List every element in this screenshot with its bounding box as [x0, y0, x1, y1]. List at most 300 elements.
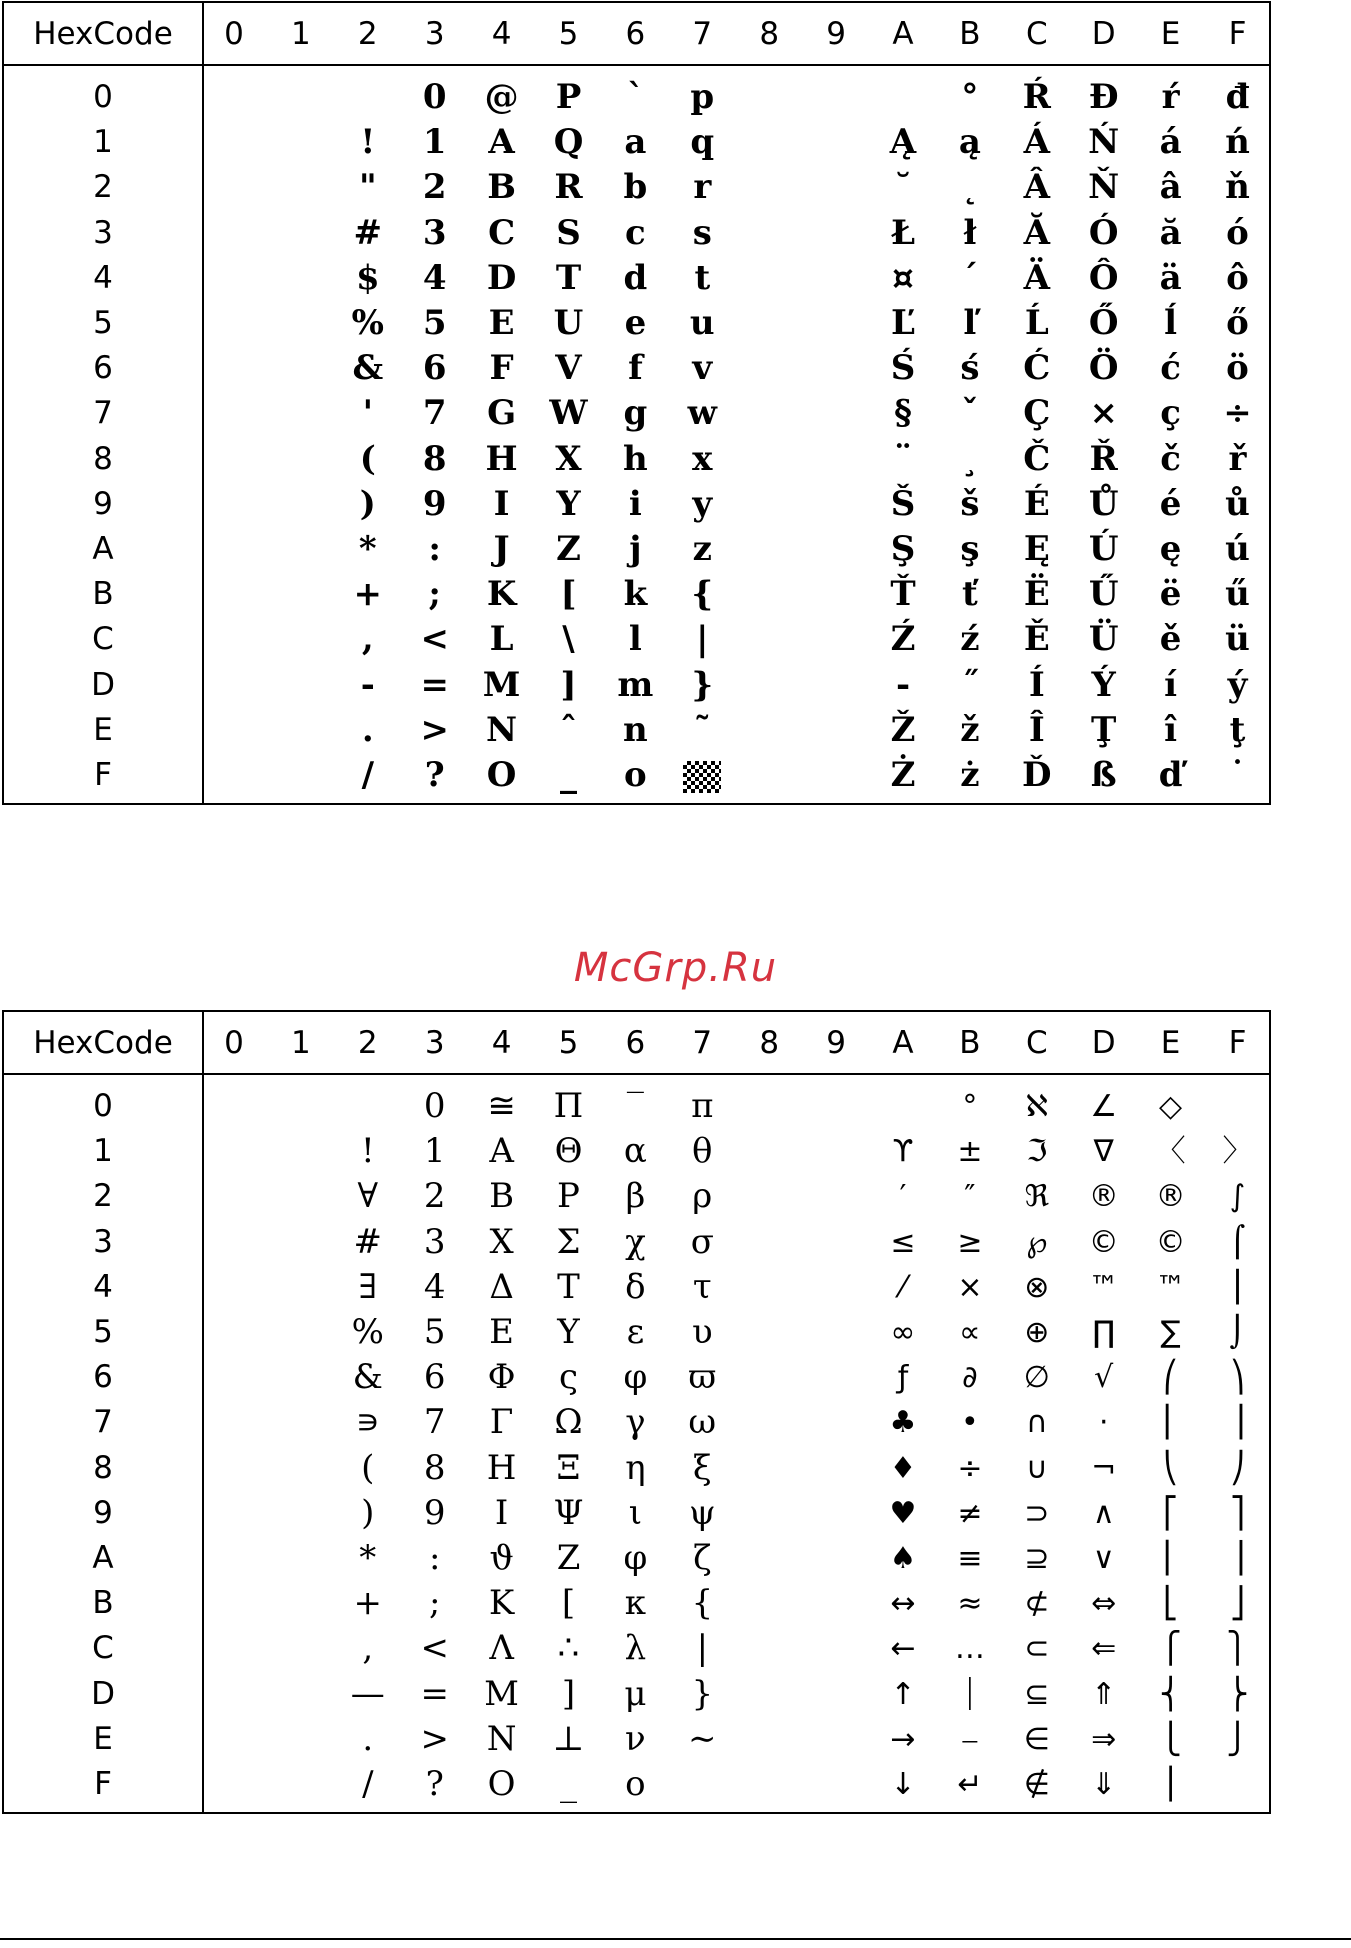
row-header: C — [92, 621, 114, 658]
char-cell — [739, 256, 799, 301]
char-cell: ń — [1225, 122, 1250, 163]
char-cell — [204, 1265, 264, 1310]
char-cell: Ő — [1088, 303, 1119, 343]
char-cell: / — [361, 755, 374, 795]
char-cell: ) — [361, 1492, 375, 1533]
char-cell — [204, 1084, 264, 1129]
char-cell: Ρ — [557, 1176, 580, 1217]
char-cell — [806, 753, 866, 798]
char-cell — [1208, 1084, 1268, 1129]
char-cell — [338, 1084, 398, 1129]
char-cell: Σ — [556, 1221, 581, 1262]
char-cell — [806, 1129, 866, 1174]
char-cell: ś — [960, 348, 980, 389]
char-cell: • — [961, 1405, 979, 1441]
char-cell — [739, 346, 799, 391]
char-cell — [806, 165, 866, 210]
char-cell — [204, 1626, 264, 1671]
char-cell: φ — [623, 1538, 648, 1578]
char-cell: ⇐ — [1091, 1631, 1117, 1667]
char-cell — [271, 1355, 331, 1400]
char-cell: ϑ — [489, 1538, 514, 1578]
column-header: 7 — [692, 16, 713, 52]
char-cell — [271, 1626, 331, 1671]
char-cell: Ř — [1089, 438, 1118, 479]
char-cell: " — [358, 167, 377, 208]
char-cell — [806, 1491, 866, 1536]
char-cell — [271, 1491, 331, 1536]
char-cell: Q — [553, 122, 584, 163]
column-header: B — [959, 16, 981, 52]
char-cell: ç — [1160, 393, 1181, 434]
char-cell: Ł — [890, 212, 916, 253]
char-cell: ř — [1228, 438, 1247, 479]
char-cell: ó — [1226, 212, 1249, 253]
char-cell: ∃ — [358, 1266, 378, 1307]
char-cell: ⊆ — [1024, 1676, 1050, 1712]
codepage-table-symbol — [2, 1010, 1271, 1814]
char-cell: . — [362, 1718, 374, 1759]
char-cell: F — [489, 348, 514, 389]
char-cell: ↵ — [957, 1767, 983, 1802]
char-cell — [204, 1310, 264, 1355]
char-cell — [271, 1265, 331, 1310]
char-cell — [271, 1174, 331, 1219]
char-cell — [204, 1536, 264, 1581]
char-cell: . — [361, 709, 374, 750]
char-cell — [806, 1672, 866, 1717]
char-cell: 4 — [422, 257, 447, 298]
char-cell: S — [556, 212, 581, 253]
char-cell: ł — [963, 212, 977, 253]
char-cell: Î — [1028, 709, 1045, 750]
char-cell: ρ — [692, 1176, 713, 1217]
char-cell: i — [628, 483, 642, 524]
char-cell: ? — [424, 755, 445, 795]
column-header: 4 — [491, 16, 512, 52]
char-cell: Ξ — [556, 1447, 581, 1488]
char-cell: ę — [1159, 529, 1182, 569]
char-cell: e — [624, 303, 647, 343]
char-cell: Ŕ — [1022, 77, 1051, 117]
char-cell: ď — [1158, 755, 1183, 795]
char-cell: Đ — [1088, 77, 1119, 117]
char-cell: Α — [489, 1131, 514, 1172]
char-cell: 9 — [423, 1492, 446, 1533]
char-cell: O — [486, 755, 517, 795]
char-cell — [739, 617, 799, 662]
char-cell — [271, 572, 331, 617]
char-cell: z — [692, 529, 712, 569]
char-cell: Ť — [890, 574, 916, 615]
char-cell — [271, 75, 331, 120]
char-cell: y — [692, 483, 713, 524]
char-cell: ∝ — [959, 1315, 981, 1350]
char-cell: © — [1088, 1224, 1119, 1260]
char-cell: ä — [1159, 257, 1182, 298]
char-cell: î — [1164, 709, 1178, 750]
char-cell — [873, 1084, 933, 1129]
char-cell: & — [352, 348, 384, 389]
char-cell: Κ — [488, 1583, 515, 1624]
char-cell: ⌡ — [1229, 1315, 1246, 1350]
char-cell: s — [692, 212, 712, 253]
char-cell: ∅ — [1023, 1360, 1050, 1396]
char-cell: U — [553, 303, 584, 343]
char-cell: Ν — [486, 1718, 517, 1759]
hexcode-label: HexCode — [33, 1025, 173, 1061]
char-cell: C — [488, 212, 516, 253]
char-cell: ⎛ — [1163, 1360, 1179, 1396]
char-cell — [806, 1174, 866, 1219]
char-cell: ≥ — [957, 1224, 983, 1260]
char-cell: h — [623, 438, 648, 479]
char-cell: ⊂ — [1024, 1631, 1050, 1667]
char-cell: ő — [1226, 303, 1249, 343]
char-cell: ˝ — [961, 664, 979, 705]
char-cell: ´ — [961, 257, 979, 298]
char-cell: : — [428, 1538, 441, 1578]
row-header: 6 — [93, 1359, 113, 1396]
char-cell: ⎬ — [1226, 1676, 1249, 1712]
char-cell: Ń — [1088, 122, 1120, 163]
char-cell: Í — [1028, 664, 1045, 705]
char-cell: τ — [692, 1266, 712, 1307]
char-cell: Y — [556, 483, 581, 524]
char-cell: @ — [484, 77, 519, 117]
char-cell: ς — [558, 1357, 579, 1398]
char-cell: Λ — [489, 1628, 514, 1669]
char-cell: ; — [428, 1583, 441, 1624]
char-cell — [739, 1446, 799, 1491]
char-cell: Ë — [1023, 574, 1050, 615]
char-cell: ∩ — [1025, 1405, 1048, 1441]
char-cell: 3 — [422, 212, 447, 253]
char-cell: ă — [1159, 212, 1182, 253]
char-cell — [739, 1581, 799, 1626]
char-cell: { — [691, 574, 714, 615]
char-cell: _ — [560, 1764, 577, 1804]
char-cell: ⎞ — [1230, 1360, 1245, 1396]
char-cell: Μ — [484, 1673, 519, 1714]
char-cell — [806, 1400, 866, 1445]
char-cell: } — [691, 664, 714, 705]
char-cell: Γ — [489, 1402, 514, 1443]
char-cell: ⇓ — [1091, 1767, 1117, 1802]
char-cell — [204, 346, 264, 391]
char-cell: 5 — [423, 1312, 446, 1352]
char-cell: ♣ — [889, 1405, 917, 1441]
char-cell: Η — [486, 1447, 517, 1488]
char-cell: φ — [623, 1357, 648, 1398]
char-cell: Ź — [890, 619, 916, 660]
char-cell: Ü — [1088, 619, 1119, 660]
row-header: 5 — [93, 1314, 113, 1350]
char-cell: δ — [625, 1266, 646, 1307]
char-cell — [806, 301, 866, 346]
char-cell — [739, 708, 799, 753]
char-cell: ž — [960, 709, 980, 750]
char-cell: ® — [1155, 1179, 1186, 1215]
char-cell: x — [692, 438, 713, 479]
char-cell: X — [555, 438, 582, 479]
char-cell — [271, 1220, 331, 1265]
char-cell: √ — [1094, 1360, 1114, 1396]
char-cell: $ — [355, 257, 380, 298]
char-cell — [806, 1536, 866, 1581]
char-cell: γ — [625, 1402, 646, 1443]
row-header: 2 — [93, 169, 113, 206]
char-cell: ∑ — [1160, 1315, 1181, 1350]
char-cell: ú — [1225, 529, 1250, 569]
char-cell: η — [625, 1447, 646, 1488]
row-header: B — [92, 576, 114, 613]
column-header: 1 — [291, 16, 311, 52]
char-cell: š — [960, 483, 980, 524]
char-cell: B — [487, 167, 516, 208]
char-cell — [739, 1400, 799, 1445]
char-cell: Ú — [1088, 529, 1119, 569]
char-cell — [806, 617, 866, 662]
char-cell: ⊇ — [1024, 1541, 1050, 1576]
char-cell: V — [555, 348, 582, 389]
char-cell: ′ — [899, 1179, 907, 1215]
char-cell: ţ — [1229, 709, 1246, 750]
row-header: 8 — [93, 440, 113, 477]
char-cell — [739, 1491, 799, 1536]
row-header: D — [91, 666, 115, 703]
char-cell: ⎝ — [1163, 1450, 1179, 1486]
char-cell — [204, 120, 264, 165]
column-header: A — [892, 1025, 914, 1061]
char-cell — [672, 1762, 732, 1807]
char-cell: Τ — [557, 1266, 580, 1307]
char-cell — [739, 1084, 799, 1129]
char-cell — [271, 165, 331, 210]
char-cell: ⎮ — [1229, 1269, 1246, 1305]
char-cell: ∠ — [1090, 1089, 1118, 1124]
char-cell — [806, 527, 866, 572]
char-cell: ĺ — [1164, 303, 1178, 343]
char-cell: υ — [691, 1312, 713, 1352]
char-cell — [806, 256, 866, 301]
char-cell: ⎣ — [1163, 1586, 1179, 1622]
char-cell: ι — [628, 1492, 643, 1533]
char-cell: Ω — [554, 1402, 583, 1443]
char-cell: ⊥ — [552, 1718, 585, 1759]
char-cell: ß — [1090, 755, 1117, 795]
char-cell: ← — [890, 1631, 916, 1667]
char-cell: 0 — [423, 1086, 446, 1126]
char-cell — [806, 1446, 866, 1491]
char-cell — [204, 301, 264, 346]
char-cell: Ď — [1022, 755, 1052, 795]
char-cell: Π — [553, 1086, 584, 1126]
char-cell — [271, 437, 331, 482]
char-cell — [806, 572, 866, 617]
char-cell: ⎥ — [1230, 1541, 1245, 1576]
char-cell: Ş — [890, 529, 916, 569]
char-cell — [271, 753, 331, 798]
char-cell: ℘ — [1026, 1224, 1048, 1260]
char-cell — [739, 1717, 799, 1762]
char-cell — [271, 1310, 331, 1355]
char-cell: ± — [957, 1134, 983, 1170]
char-cell — [806, 663, 866, 708]
char-cell: T — [555, 257, 582, 298]
char-cell: ⏐ — [961, 1676, 979, 1712]
char-cell: ! — [360, 1131, 375, 1172]
char-cell — [806, 1084, 866, 1129]
char-cell: ˛ — [961, 167, 979, 208]
char-cell: ℵ — [1025, 1089, 1048, 1124]
char-cell: * — [359, 1538, 377, 1578]
row-header: 2 — [93, 1178, 113, 1215]
column-header: C — [1025, 16, 1048, 52]
char-cell: ↑ — [890, 1676, 916, 1712]
char-cell: ⁄ — [900, 1269, 906, 1305]
char-cell: 1 — [422, 122, 447, 163]
char-cell: a — [624, 122, 647, 163]
row-header: 3 — [93, 214, 113, 251]
char-cell: ⇔ — [1091, 1586, 1117, 1622]
char-cell: M — [482, 664, 521, 705]
char-cell: ⎜ — [1163, 1405, 1179, 1441]
char-cell: Ă — [1023, 212, 1050, 253]
char-cell: ∏ — [1092, 1315, 1116, 1350]
char-cell — [806, 120, 866, 165]
row-header: 0 — [93, 1088, 113, 1124]
char-cell — [806, 1355, 866, 1400]
char-cell: ⋅ — [1098, 1405, 1109, 1441]
char-cell — [806, 211, 866, 256]
row-header: 1 — [93, 124, 113, 161]
char-cell — [739, 301, 799, 346]
char-cell — [204, 1446, 264, 1491]
char-cell: ∈ — [1023, 1721, 1050, 1757]
column-header: 2 — [357, 16, 378, 52]
char-cell: ω — [688, 1402, 717, 1443]
column-header: 5 — [558, 1025, 579, 1061]
char-cell: > — [420, 709, 449, 750]
column-header: E — [1160, 16, 1181, 52]
char-cell: ; — [428, 574, 441, 615]
hexcode-label: HexCode — [33, 16, 173, 52]
char-cell: ! — [360, 122, 376, 163]
char-cell: ⇑ — [1091, 1676, 1117, 1712]
char-cell — [806, 482, 866, 527]
char-cell: Ó — [1088, 212, 1119, 253]
char-cell: ∨ — [1092, 1541, 1115, 1576]
char-cell: ż — [960, 755, 980, 795]
char-cell: ] — [561, 1673, 576, 1714]
row-header: A — [92, 531, 114, 567]
char-cell: Ű — [1088, 574, 1119, 615]
char-cell — [204, 572, 264, 617]
char-cell: ů — [1225, 483, 1250, 524]
char-cell: ∪ — [1025, 1450, 1048, 1486]
char-cell: ∂ — [962, 1360, 978, 1396]
char-cell — [204, 663, 264, 708]
char-cell: κ — [624, 1583, 647, 1624]
char-cell: ⌠ — [1229, 1224, 1246, 1260]
char-cell: { — [691, 1583, 714, 1624]
char-cell: ψ — [688, 1492, 716, 1533]
char-cell: 7 — [422, 393, 447, 434]
char-cell — [271, 708, 331, 753]
char-cell — [806, 437, 866, 482]
char-cell: ÷ — [957, 1450, 983, 1486]
char-cell: : — [428, 529, 441, 569]
char-cell — [806, 1626, 866, 1671]
column-header: 2 — [357, 1025, 378, 1061]
char-cell: ≅ — [487, 1086, 516, 1126]
char-cell — [739, 1626, 799, 1671]
char-cell: L — [489, 619, 514, 660]
column-header: 0 — [224, 1025, 244, 1061]
char-cell: ) — [359, 483, 376, 524]
char-cell: ŕ — [1161, 77, 1180, 117]
char-cell: ∧ — [1092, 1495, 1115, 1531]
char-cell: 2 — [422, 167, 447, 208]
char-cell — [271, 1717, 331, 1762]
char-cell — [873, 75, 933, 120]
column-header: 3 — [424, 16, 445, 52]
char-cell: ⎨ — [1159, 1676, 1182, 1712]
char-cell: + — [353, 1583, 383, 1624]
char-cell: ÷ — [1223, 393, 1252, 434]
char-cell: Ç — [1023, 393, 1051, 434]
codepage-table-latin2 — [2, 1, 1271, 805]
char-cell — [806, 1220, 866, 1265]
char-cell: ň — [1225, 167, 1250, 208]
column-header: A — [892, 16, 914, 52]
char-cell: Ž — [890, 709, 916, 750]
char-cell: Á — [1023, 122, 1050, 163]
row-header: C — [92, 1630, 114, 1667]
row-header: 5 — [93, 305, 113, 341]
char-cell: = — [420, 664, 449, 705]
char-cell — [204, 1220, 264, 1265]
char-cell: ∍ — [355, 1402, 380, 1443]
char-cell: Ę — [1023, 529, 1050, 569]
column-header: C — [1025, 1025, 1048, 1061]
char-cell — [204, 1491, 264, 1536]
char-cell: < — [420, 1628, 449, 1669]
char-cell: 2 — [423, 1176, 446, 1217]
char-cell: ⎫ — [1226, 1631, 1249, 1667]
char-cell: # — [353, 212, 383, 253]
char-cell: Ö — [1088, 348, 1119, 389]
row-header: 4 — [93, 259, 113, 296]
char-cell: 4 — [423, 1266, 446, 1307]
row-header: D — [91, 1675, 115, 1712]
char-cell: n — [623, 709, 648, 750]
char-cell: χ — [625, 1221, 646, 1262]
char-cell: 8 — [423, 1447, 446, 1488]
char-cell: A — [488, 122, 515, 163]
char-cell: 0 — [422, 77, 447, 117]
char-cell: ° — [961, 77, 979, 117]
char-cell — [271, 256, 331, 301]
char-cell — [204, 1174, 264, 1219]
char-cell: Ą — [889, 122, 917, 163]
char-cell: o — [624, 755, 647, 795]
char-cell: ⇒ — [1091, 1721, 1117, 1757]
char-cell: 5 — [422, 303, 447, 343]
char-cell — [204, 437, 264, 482]
char-cell: č — [1160, 438, 1181, 479]
